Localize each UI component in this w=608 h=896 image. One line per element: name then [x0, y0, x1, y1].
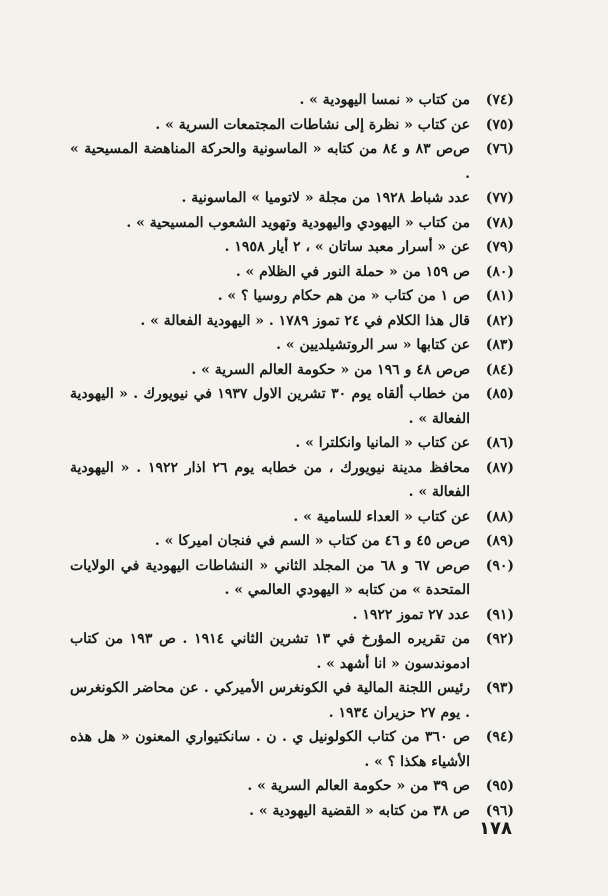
- endnote: [70, 88, 514, 113]
- endnote-text: ص ١٥٩ من « حملة النور في الظلام » .: [235, 263, 470, 280]
- endnote-number: (٨٢): [485, 312, 514, 329]
- endnote: [70, 235, 514, 260]
- endnote-text: ص ١ من كتاب « من هم حكام روسيا ؟ » .: [217, 288, 470, 304]
- endnote-number: (٨٨): [485, 508, 514, 525]
- endnote-number: (٧٨): [485, 214, 514, 231]
- endnote-text: ص ٣٦٠ من كتاب الكولونيل ي . ن . سانكتيواري المعنون « هل هذه الأشياء هكذا ؟ » .: [70, 729, 470, 770]
- endnote: [70, 505, 514, 530]
- endnote: [70, 799, 514, 824]
- endnote-text: عن « أسرار معبد ساتان » ، ٢ أيار ١٩٥٨ .: [224, 239, 470, 255]
- endnote-text: من تقريره المؤرخ في ١٣ تشرين الثاني ١٩١٤ . ص ١٩٣ من كتاب ادموندسون « انا أشهد » .: [70, 631, 470, 672]
- endnote-number: (٩٣): [485, 680, 514, 696]
- endnote: [70, 382, 514, 431]
- endnote-text: عن كتاب « نظرة إلى نشاطات المجتمعات السرية » .: [155, 116, 470, 133]
- endnote: [70, 186, 514, 211]
- endnote-text: ص ٣٩ من « حكومة العالم السرية » .: [247, 778, 470, 794]
- endnote-number: (٧٥): [485, 116, 514, 133]
- endnote-number: (٩٦): [485, 802, 514, 819]
- endnotes-list: [70, 88, 514, 823]
- endnote: [70, 284, 514, 309]
- endnote-text: ص‌ص ٤٥ و ٤٦ من كتاب « السم في فنجان اميركا » .: [154, 533, 470, 549]
- endnote-number: (٨٣): [485, 337, 514, 353]
- endnote: [70, 676, 514, 725]
- endnote-text: ص ٣٨ من كتابه « القضية اليهودية » .: [249, 802, 470, 819]
- endnote-number: (٧٦): [485, 141, 514, 157]
- endnote-text: ص‌ص ٦٧ و ٦٨ من المجلد الثاني « النشاطات اليهودية في الولايات المتحدة » من كتابه « اليهودي العالمي » .: [70, 557, 470, 598]
- endnote: [70, 456, 514, 505]
- endnote-text: من خطاب ألقاه يوم ٣٠ تشرين الاول ١٩٣٧ في نيويورك . « اليهودية الفعالة » .: [70, 386, 471, 427]
- endnote: [70, 113, 514, 138]
- endnote-number: (٨٩): [485, 533, 514, 549]
- endnote-number: (٧٤): [485, 92, 514, 108]
- endnote-text: ص‌ص ٨٣ و ٨٤ من كتابه « الماسونية والحركة المناهضة المسيحية » .: [70, 141, 470, 182]
- endnote-text: محافظ مدينة نيويورك ، من خطابه يوم ٢٦ اذار ١٩٢٢ . « اليهودية الفعالة » .: [70, 459, 470, 500]
- endnote: [70, 627, 514, 676]
- endnote-text: عن كتابها « سر الروتشيلديين » .: [276, 337, 470, 353]
- endnote-number: (٩٤): [485, 729, 514, 745]
- endnote: [70, 431, 514, 456]
- endnote-number: (٨٠): [485, 263, 514, 280]
- endnote-number: (٨٦): [485, 435, 514, 451]
- endnote-text: ص‌ص ٤٨ و ١٩٦ من « حكومة العالم السرية » .: [191, 361, 470, 378]
- endnote: [70, 137, 514, 186]
- endnote-text: من كتاب « اليهودي واليهودية وتهويد الشعوب المسيحية » .: [126, 214, 470, 231]
- endnote: [70, 309, 514, 334]
- endnote-text: عدد شباط ١٩٢٨ من مجلة « لاتوميا » الماسونية .: [181, 190, 470, 206]
- endnote-number: (٩٥): [485, 778, 514, 794]
- endnote-number: (٨١): [485, 288, 514, 304]
- endnote-text: عن كتاب « المانيا وانكلترا » .: [295, 435, 470, 451]
- endnote: [70, 603, 514, 628]
- page-number: ١٧٨: [479, 818, 512, 839]
- endnote: [70, 774, 514, 799]
- endnote-text: رئيس اللجنة المالية في الكونغرس الأميركي . عن محاضر الكونغرس . يوم ٢٧ حزيران ١٩٣٤ .: [70, 680, 470, 721]
- endnote-number: (٨٧): [485, 459, 514, 476]
- endnote-number: (٧٧): [485, 190, 514, 206]
- endnote: [70, 529, 514, 554]
- endnote-number: (٩٢): [485, 631, 514, 647]
- endnote: [70, 260, 514, 285]
- endnote: [70, 554, 514, 603]
- endnote-number: (٩٠): [485, 557, 514, 574]
- endnote-number: (٨٥): [485, 386, 514, 402]
- endnote: [70, 725, 514, 774]
- endnote-text: عن كتاب « العداء للسامية » .: [293, 508, 470, 525]
- endnote: [70, 358, 514, 383]
- endnote: [70, 333, 514, 358]
- endnote-number: (٩١): [485, 606, 514, 623]
- endnote-text: قال هذا الكلام في ٢٤ تموز ١٧٨٩ . « اليهودية الفعالة » .: [140, 312, 470, 329]
- endnote-number: (٧٩): [485, 239, 514, 255]
- endnote-text: عدد ٢٧ تموز ١٩٢٢ .: [352, 606, 470, 623]
- endnote-text: من كتاب « نمسا اليهودية » .: [299, 92, 470, 108]
- endnote-number: (٨٤): [485, 361, 514, 378]
- endnote: [70, 211, 514, 236]
